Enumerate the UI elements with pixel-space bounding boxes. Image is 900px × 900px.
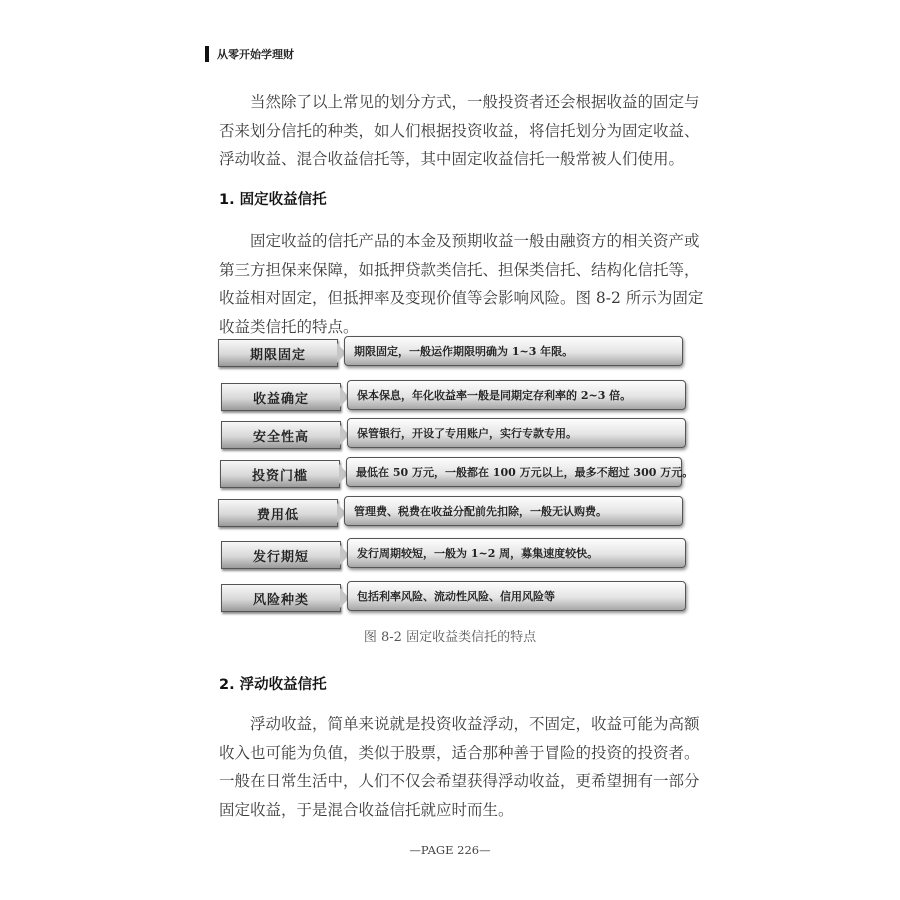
figure-caption: 图 8-2 固定收益类信托的特点 [363, 630, 537, 645]
feature-label: 投资门槛 [220, 460, 340, 488]
feature-label: 费用低 [218, 499, 338, 527]
paragraph-line: 收入也可能为负值，类似于股票，适合那种善于冒险的投资的投资者。 [219, 743, 700, 762]
paragraph-line: 固定收益，于是混合收益信托就应时而生。 [219, 800, 514, 819]
paragraph-line: 当然除了以上常见的划分方式，一般投资者还会根据收益的固定与 [250, 93, 700, 111]
paragraph-line: 固定收益的信托产品的本金及预期收益一般由融资方的相关资产或 [250, 232, 700, 250]
section-heading-fixed-income: 1. 固定收益信托 [219, 192, 327, 208]
diagram-row [221, 538, 686, 570]
feature-label: 收益确定 [221, 383, 341, 411]
section2-paragraph [219, 710, 700, 824]
diagram-row [218, 496, 683, 528]
feature-description: 保管银行，开设了专用账户，实行专款专用。 [347, 418, 686, 448]
diagram-row [218, 336, 683, 368]
book-title: 从零开始学理财 [217, 48, 294, 61]
feature-label: 安全性高 [221, 421, 341, 449]
section-heading-floating-income: 2. 浮动收益信托 [219, 677, 327, 693]
diagram-row [221, 581, 686, 613]
feature-description: 发行周期较短，一般为 1~2 周，募集速度较快。 [347, 538, 686, 568]
paragraph-line: 浮动收益，简单来说就是投资收益浮动，不固定，收益可能为高额 [250, 715, 700, 733]
feature-label: 发行期短 [221, 541, 341, 569]
paragraph-line: 浮动收益、混合收益信托等，其中固定收益信托一般常被人们使用。 [219, 150, 685, 168]
diagram-row [221, 418, 686, 450]
feature-description: 期限固定，一般运作期限明确为 1~3 年限。 [344, 336, 683, 366]
feature-description: 最低在 50 万元，一般都在 100 万元以上，最多不超过 300 万元。 [346, 457, 682, 487]
page-number: —PAGE 226— [409, 843, 491, 857]
feature-label: 期限固定 [218, 339, 338, 367]
feature-label: 风险种类 [221, 584, 341, 612]
feature-description: 包括利率风险、流动性风险、信用风险等 [347, 581, 686, 611]
paragraph-line: 第三方担保来保障，如抵押贷款类信托、担保类信托、结构化信托等， [219, 260, 700, 279]
paragraph-line: 收益相对固定，但抵押率及变现价值等会影响风险。图 8-2 所示为固定 [219, 289, 704, 307]
paragraph-line: 收益类信托的特点。 [219, 317, 359, 336]
feature-description: 保本保息，年化收益率一般是同期定存利率的 2~3 倍。 [347, 380, 686, 410]
feature-description: 管理费、税费在收益分配前先扣除，一般无认购费。 [344, 496, 683, 526]
diagram-row [220, 457, 694, 489]
paragraph-line: 否来划分信托的种类，如人们根据投资收益，将信托划分为固定收益、 [219, 121, 700, 140]
paragraph-line: 一般在日常生活中，人们不仅会希望获得浮动收益，更希望拥有一部分 [219, 772, 700, 790]
diagram-row [221, 380, 686, 412]
